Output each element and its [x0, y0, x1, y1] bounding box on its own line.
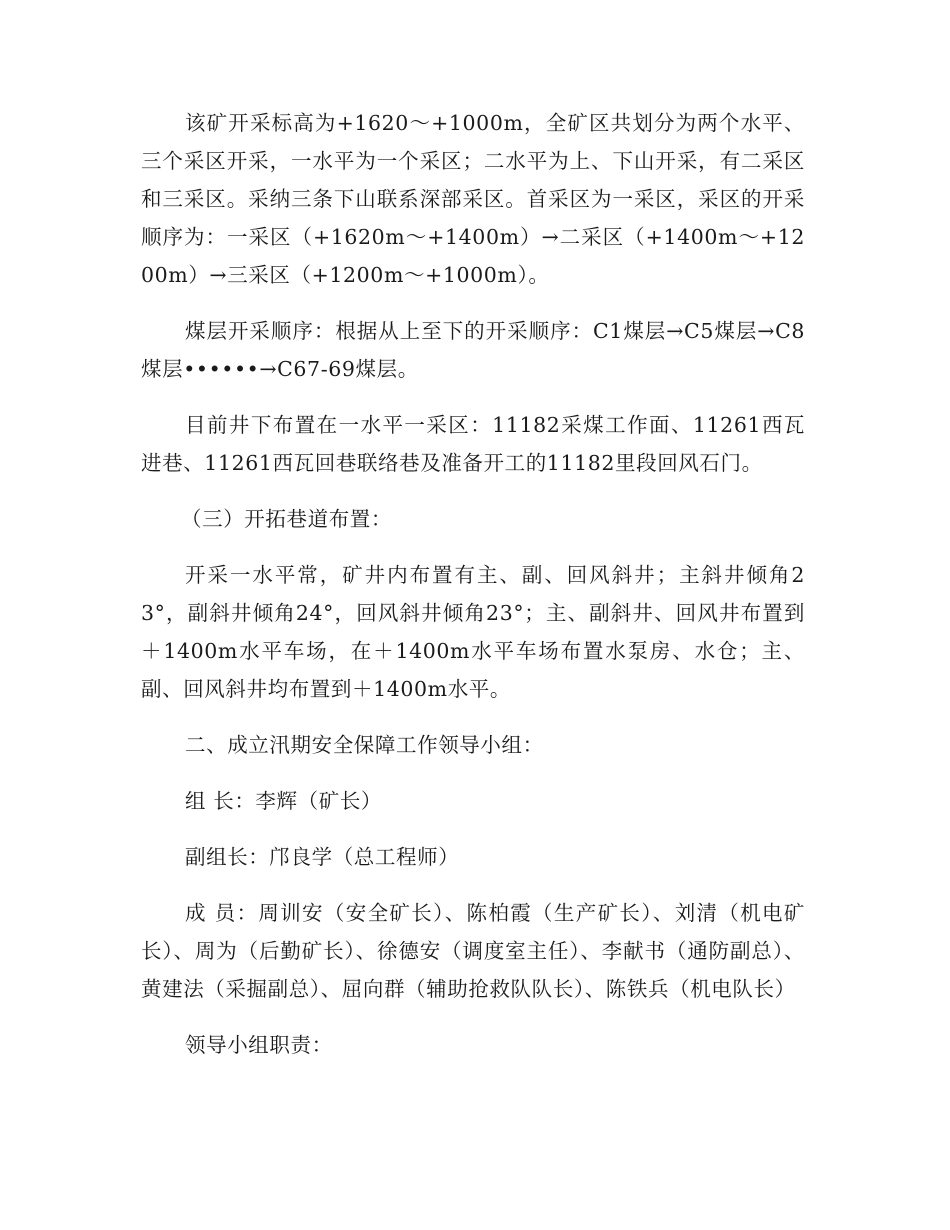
- paragraph-mining-elevation: 该矿开采标高为+1620～+1000m，全矿区共划分为两个水平、三个采区开采，一水平为一个采区；二水平为上、下山开采，有二采区和三采区。采纳三条下山联系深部采区。首采区为一采区，采区的开采顺序为：一采区（+1620m～+1400m）→二采区（+1400m～+1200m）→三采区（+1200m～+1000m）。: [141, 111, 805, 287]
- members-line: 成 员：周训安（安全矿长）、陈柏霞（生产矿长）、刘清（机电矿长）、周为（后勤矿长）、徐德安（调度室主任）、李献书（通防副总）、黄建法（采掘副总）、屈向群（辅助抢救队队长）、陈铁兵（机电队长）: [141, 901, 805, 1001]
- paragraph-seam-order: 煤层开采顺序：根据从上至下的开采顺序：C1煤层→C5煤层→C8煤层••••••→C67-69煤层。: [141, 319, 805, 381]
- group-leader-line: 组 长：李辉（矿长）: [185, 789, 383, 813]
- deputy-leader-line: 副组长：邝良学（总工程师）: [185, 845, 460, 869]
- paragraph-shaft-layout: 开采一水平常，矿井内布置有主、副、回风斜井；主斜井倾角23°，副斜井倾角24°，回风斜井倾角23°；主、副斜井、回风井布置到＋1400m水平车场，在＋1400m水平车场布置水泵房、水仓；主、副、回风斜井均布置到＋1400m水平。: [141, 563, 805, 701]
- section-heading-leadership-group: 二、成立汛期安全保障工作领导小组：: [185, 733, 544, 757]
- section-heading-responsibilities: 领导小组职责：: [185, 1033, 333, 1057]
- section-heading-roadway-layout: （三）开拓巷道布置：: [181, 507, 392, 531]
- paragraph-current-layout: 目前井下布置在一水平一采区：11182采煤工作面、11261西瓦进巷、11261西瓦回巷联络巷及准备开工的11182里段回风石门。: [141, 413, 805, 475]
- document-body: [141, 104, 805, 1082]
